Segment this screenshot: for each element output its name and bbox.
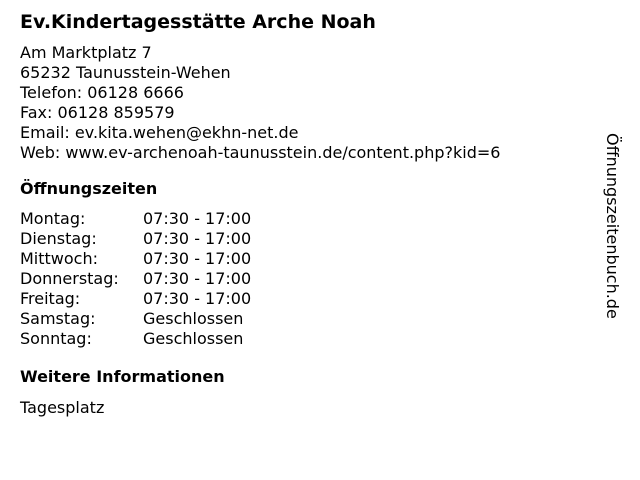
- hours-value: 07:30 - 17:00: [143, 249, 252, 268]
- phone-line: Telefon: 06128 6666: [20, 83, 184, 102]
- hours-value: 07:30 - 17:00: [143, 269, 252, 288]
- hours-row-sunday: [20, 329, 600, 349]
- page-title: Ev.Kindertagesstätte Arche Noah: [20, 11, 376, 33]
- day-label: Donnerstag:: [20, 269, 119, 288]
- business-card: [20, 10, 600, 418]
- day-label: Montag:: [20, 209, 86, 228]
- more-info-heading: Weitere Informationen: [20, 367, 225, 386]
- day-label: Dienstag:: [20, 229, 97, 248]
- hours-value: 07:30 - 17:00: [143, 229, 252, 248]
- city-line: 65232 Taunusstein-Wehen: [20, 63, 231, 82]
- email-line: Email: ev.kita.wehen@ekhn-net.de: [20, 123, 299, 142]
- opening-hours-heading: Öffnungszeiten: [20, 179, 158, 198]
- street-line: Am Marktplatz 7: [20, 43, 152, 62]
- address-block: [20, 43, 600, 163]
- hours-row-monday: [20, 209, 600, 229]
- brand-watermark: Öffnungszeitenbuch.de: [603, 133, 622, 319]
- web-line: Web: www.ev-archenoah-taunusstein.de/content.php?kid=6: [20, 143, 501, 162]
- hours-value: 07:30 - 17:00: [143, 209, 252, 228]
- day-label: Freitag:: [20, 289, 81, 308]
- fax-line: Fax: 06128 859579: [20, 103, 175, 122]
- hours-value: Geschlossen: [143, 329, 244, 348]
- day-label: Mittwoch:: [20, 249, 98, 268]
- hours-row-saturday: [20, 309, 600, 329]
- more-info-text: Tagesplatz: [20, 398, 105, 417]
- hours-value: 07:30 - 17:00: [143, 289, 252, 308]
- day-label: Samstag:: [20, 309, 96, 328]
- hours-row-friday: [20, 289, 600, 309]
- day-label: Sonntag:: [20, 329, 92, 348]
- hours-value: Geschlossen: [143, 309, 244, 328]
- hours-row-wednesday: [20, 249, 600, 269]
- opening-hours-table: [20, 209, 600, 349]
- hours-row-tuesday: [20, 229, 600, 249]
- hours-row-thursday: [20, 269, 600, 289]
